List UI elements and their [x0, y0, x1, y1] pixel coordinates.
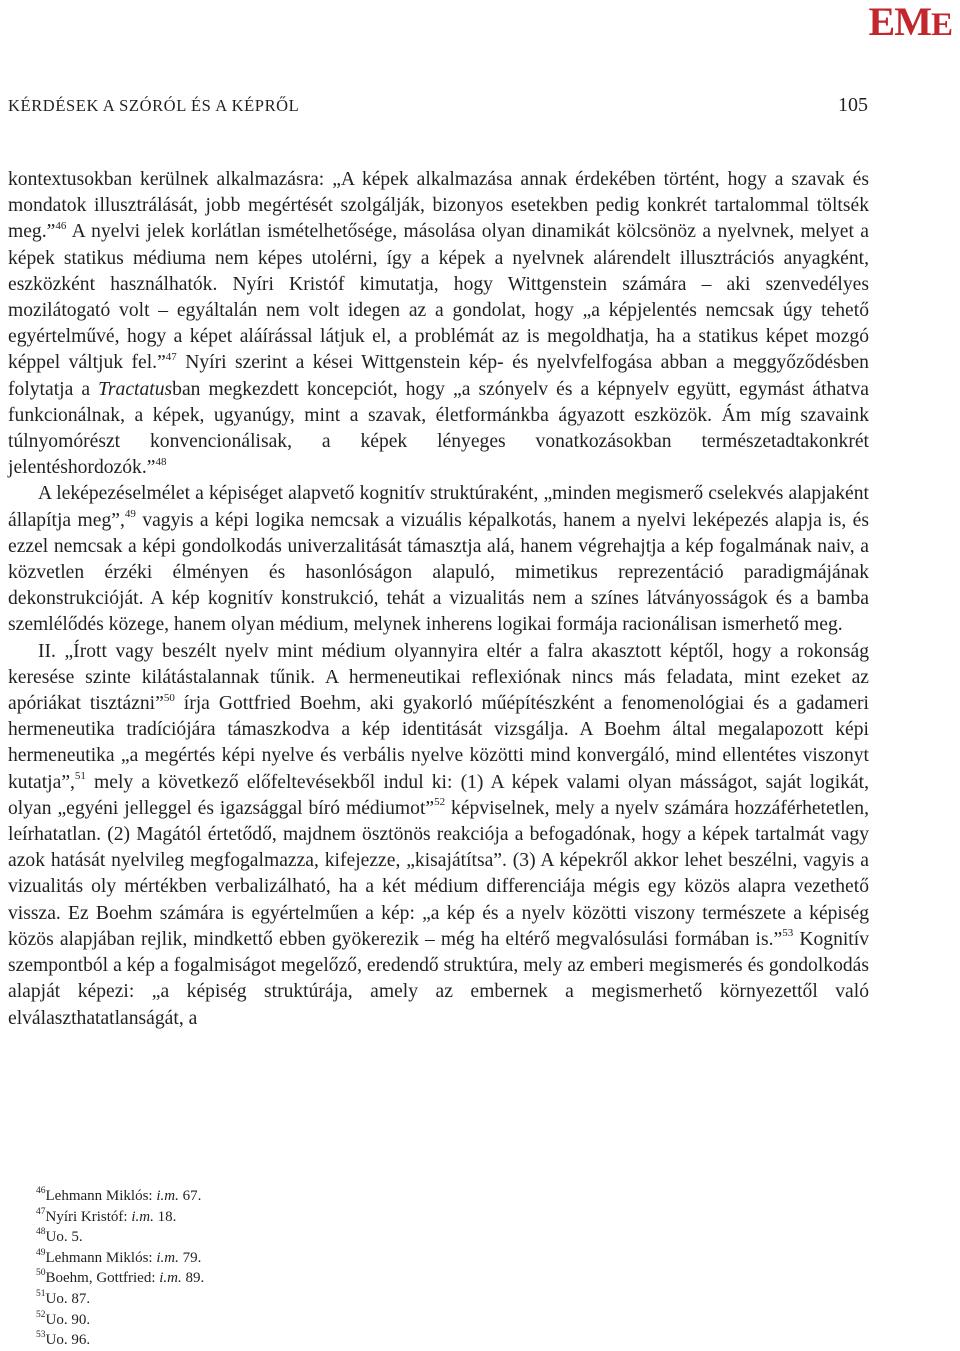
text-run: Nyíri szerint a kései Wittgenstein kép- és nyelvfelfogása abban a meggyőződésben folytatja a [8, 352, 869, 400]
text-run: ban megkezdett koncepciót, hogy „a szónyelv és a képnyelv együtt, egymást áthatva funkcionálnak, a képek, ugyanúgy, mint a szavak, életformánkba ágyazott eszközök. Ám míg szavaink túlnyomórészt konvencionálisak, a képek lényeges vonatkozásokban természetadtakonkrét jelentéshordozók.” [8, 378, 869, 479]
footnote-reference: 51 [74, 770, 86, 783]
body-paragraph [8, 639, 869, 1032]
footnote-number: 48 [36, 1227, 46, 1238]
footnote-entry [36, 1186, 204, 1207]
footnote-page: 18. [153, 1208, 177, 1225]
footnote-italic: i.m. [159, 1270, 182, 1287]
text-run: kontextusokban kerülnek alkalmazásra: „A képek alkalmazása annak érdekében történt, hogy a szavak és mondatok illusztrálását, jobb megértését szolgálják, bizonyos esetekben pedig konkrét tartalommal töltsék meg.” [8, 169, 869, 243]
text-run: írja Gottfried Boehm, aki gyakorló műépítészként a fenomenológiai és a gadameri hermeneutika tradíciójára támaszkodva a kép identitását vizsgálja. A Boehm által megalapozott képi hermeneutika „a megértés képi nyelve és verbális nyelve közötti mind konvergáló, mind ellentétes viszonyt kutatja”, [8, 693, 869, 793]
footnote-number: 49 [36, 1247, 46, 1258]
journal-logo [869, 2, 952, 42]
footnote-text: Boehm, Gottfried: [45, 1270, 160, 1287]
footnote-number: 52 [36, 1309, 46, 1320]
footnote-italic: i.m. [131, 1208, 154, 1225]
footnote-number: 53 [36, 1330, 46, 1341]
footnote-entry [36, 1310, 204, 1331]
body-paragraph [8, 167, 869, 481]
page-number: 105 [838, 94, 868, 116]
footnote-entry [36, 1268, 204, 1289]
footnote-reference: 48 [155, 455, 167, 468]
logo-letter-e: E [868, 0, 895, 44]
footnote-italic: i.m. [156, 1188, 179, 1204]
footnote-italic: i.m. [156, 1249, 179, 1266]
footnote-reference: 52 [434, 796, 446, 809]
text-run: vagyis a képi logika nemcsak a vizuális képalkotás, hanem a nyelvi leképezés alapja is, és ezzel nemcsak a képi gondolkodás univerzalitását támasztja alá, hanem végrehajtja a kép fogalmának naiv, a közvetlen érzéki élményen és hasonlóságon alapuló, mimetikus reprezentáció paradigmájának dekonstrukcióját. A kép kognitív konstrukció, tehát a vizualitás nem a színes látványosságok és a bamba szemlélődés közege, hanem olyan médium, melynek inherens logikai formája racionálisan ismerhető meg. [8, 509, 869, 636]
text-run: képviselnek, mely a nyelv számára hozzáférhetetlen, leírhatatlan. (2) Magától értetődő, majdnem ösztönös reakciója a befogadónak, hogy a képek tartalmát vagy azok hatását nyelvileg megfogalmazza, kifejezze, „kisajátítsa”. (3) A képekről akkor lehet beszélni, vagyis a vizualitás oly mértékben verbalizálható, ha a két médium differenciája mégis egy közös alapra vezethető vissza. Ez Boehm számára is egyértelműen a kép: „a kép és a nyelv közötti viszony természete a képiség közös alapjában rejlik, mindkettő ebben gyökerezik – még ha eltérő megvalósulási formában is.” [8, 797, 869, 950]
text-run: A nyelvi jelek korlátlan ismételhetősége, másolása olyan dinamikát kölcsönöz a nyelvnek, melyet a képek statikus médiuma nem képes utolérni, így a képek a nyelvnek alárendelt illusztrációs anyagként, eszközként használhatók. Nyíri Kristóf kimutatja, hogy Wittgenstein számára – aki szenvedélyes mozilátogató volt – egyáltalán nem volt idegen az a gondolat, hogy „a képjelentés nemcsak úgy tehető egyértelművé, hogy a képet aláírással látjuk el, a problémát az is megoldhatja, ha a statikus képet mozgó képpel váltjuk fel.” [8, 221, 869, 374]
footnote-reference: 53 [782, 927, 794, 940]
footnote-page: 89. [181, 1270, 205, 1287]
footnote-page: 67. [178, 1188, 202, 1204]
footnote-text: Nyíri Kristóf: [45, 1208, 132, 1225]
body-text [8, 167, 869, 1032]
text-run: II. „Írott vagy beszélt nyelv mint médium olyannyira eltér a falra akasztott képtől, hogy a rokonság keresése szinte kilátástalannak tűnik. A hermeneutikai reflexiónak nincs más feladata, mint ezeket az apóriákat tisztázni” [8, 640, 869, 715]
footnote-reference: 47 [165, 350, 177, 363]
footnote-text: Uo. 90. [45, 1311, 91, 1328]
footnote-text: Uo. 96. [45, 1332, 91, 1349]
footnote-entry [36, 1289, 204, 1310]
footnote-reference: 46 [55, 219, 67, 232]
text-run: Kognitív szempontból a kép a fogalmiságot megelőző, eredendő struktúra, mely az emberi megismerés és gondolkodás alapját képezi: „a képiség struktúrája, amely az embernek a megismerhető környezettől való elválaszthatatlanságát, a [8, 928, 869, 1029]
text-run: mely a következő előfeltevésekből indul ki: (1) A képek valami olyan másságot, saját logikát, olyan „egyéni jelleggel és igazsággal bíró médiumot” [8, 771, 869, 819]
logo-letter-small-e: E [930, 7, 952, 43]
body-paragraph [8, 481, 869, 638]
footnote-entry [36, 1227, 204, 1248]
logo-letter-m: M [894, 0, 931, 44]
footnote-text: Lehmann Miklós: [45, 1249, 157, 1266]
footnote-entry [36, 1207, 204, 1228]
footnote-number: 51 [36, 1288, 46, 1299]
footnote-page: 79. [178, 1249, 202, 1266]
footnote-reference: 50 [163, 691, 175, 704]
footnote-text: Uo. 87. [45, 1290, 91, 1307]
text-run: A leképezéselmélet a képiséget alapvető kognitív struktúraként, „minden megismerő cselekvés alapjaként állapítja meg”, [8, 483, 869, 531]
footnotes [36, 1186, 204, 1351]
footnote-text: Lehmann Miklós: [45, 1188, 157, 1204]
footnote-entry [36, 1248, 204, 1269]
footnote-entry [36, 1330, 204, 1351]
footnote-number: 46 [36, 1186, 46, 1196]
running-head: KÉRDÉSEK A SZÓRÓL ÉS A KÉPRŐL [8, 96, 300, 115]
footnote-number: 50 [36, 1268, 46, 1279]
footnote-reference: 49 [124, 508, 136, 521]
footnote-number: 47 [36, 1206, 46, 1217]
italic-title: Tractatus [98, 378, 173, 400]
footnote-text: Uo. 5. [45, 1229, 83, 1246]
